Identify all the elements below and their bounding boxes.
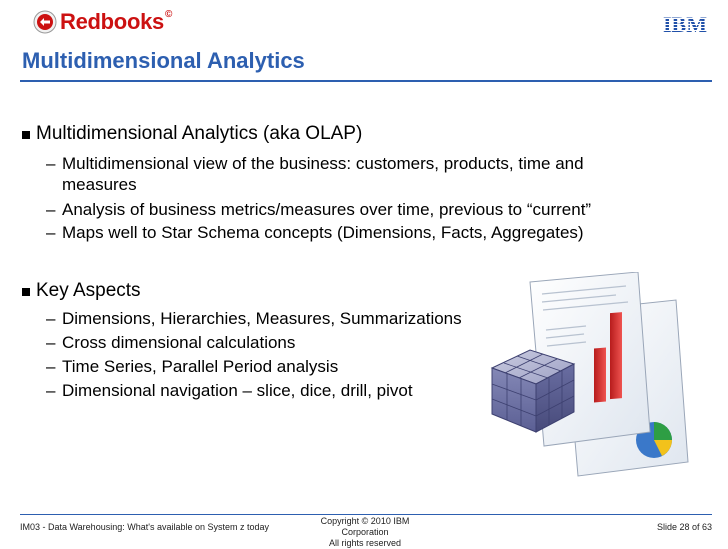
- list-item-text: Time Series, Parallel Period analysis: [62, 357, 339, 376]
- ibm-logo-icon: [659, 13, 711, 35]
- slide-title: Multidimensional Analytics: [22, 48, 305, 73]
- list-item-text: Dimensions, Hierarchies, Measures, Summarizations: [62, 309, 462, 328]
- footer-copyright: [300, 516, 430, 549]
- list-item: – Time Series, Parallel Period analysis: [46, 357, 339, 376]
- list-item: – Dimensions, Hierarchies, Measures, Summarizations: [46, 309, 462, 328]
- footer-divider: [20, 514, 712, 515]
- list-item: – Analysis of business metrics/measures over time, previous to “current”: [46, 200, 592, 219]
- list-item: – Dimensional navigation – slice, dice, drill, pivot: [46, 381, 413, 400]
- list-item-text: Cross dimensional calculations: [62, 333, 296, 352]
- section-heading-olap: [22, 123, 362, 145]
- section-heading-text: Key Aspects: [36, 280, 141, 301]
- olap-cube-report-icon: [486, 272, 692, 482]
- square-bullet-icon: [22, 288, 30, 296]
- list-item-text-continued: measures: [62, 175, 137, 194]
- slide-number: Slide 28 of 63: [656, 522, 712, 532]
- list-item: – Multidimensional view of the business: customers, products, time and measures: [46, 154, 584, 194]
- footer-course-title: IM03 - Data Warehousing: What's available on System z today: [20, 522, 269, 532]
- redbooks-logo: [33, 9, 172, 35]
- list-item: – Cross dimensional calculations: [46, 333, 296, 352]
- redbooks-logo-text: Redbooks©: [60, 9, 173, 34]
- list-item-text: Multidimensional view of the business: customers, products, time and: [62, 154, 584, 173]
- title-divider: [20, 80, 712, 82]
- list-item: – Maps well to Star Schema concepts (Dimensions, Facts, Aggregates): [46, 223, 584, 242]
- copyright-text: Copyright © 2010 IBM Corporation: [320, 516, 410, 537]
- list-item-text: Analysis of business metrics/measures over time, previous to “current”: [62, 200, 592, 219]
- list-item-text: Dimensional navigation – slice, dice, drill, pivot: [62, 381, 413, 400]
- redbooks-logo-icon: [33, 10, 57, 34]
- section-heading-text: Multidimensional Analytics (aka OLAP): [36, 123, 363, 144]
- square-bullet-icon: [22, 131, 30, 139]
- section-heading-key-aspects: [22, 280, 141, 302]
- list-item-text: Maps well to Star Schema concepts (Dimensions, Facts, Aggregates): [62, 223, 584, 242]
- rights-text: All rights reserved: [328, 538, 402, 548]
